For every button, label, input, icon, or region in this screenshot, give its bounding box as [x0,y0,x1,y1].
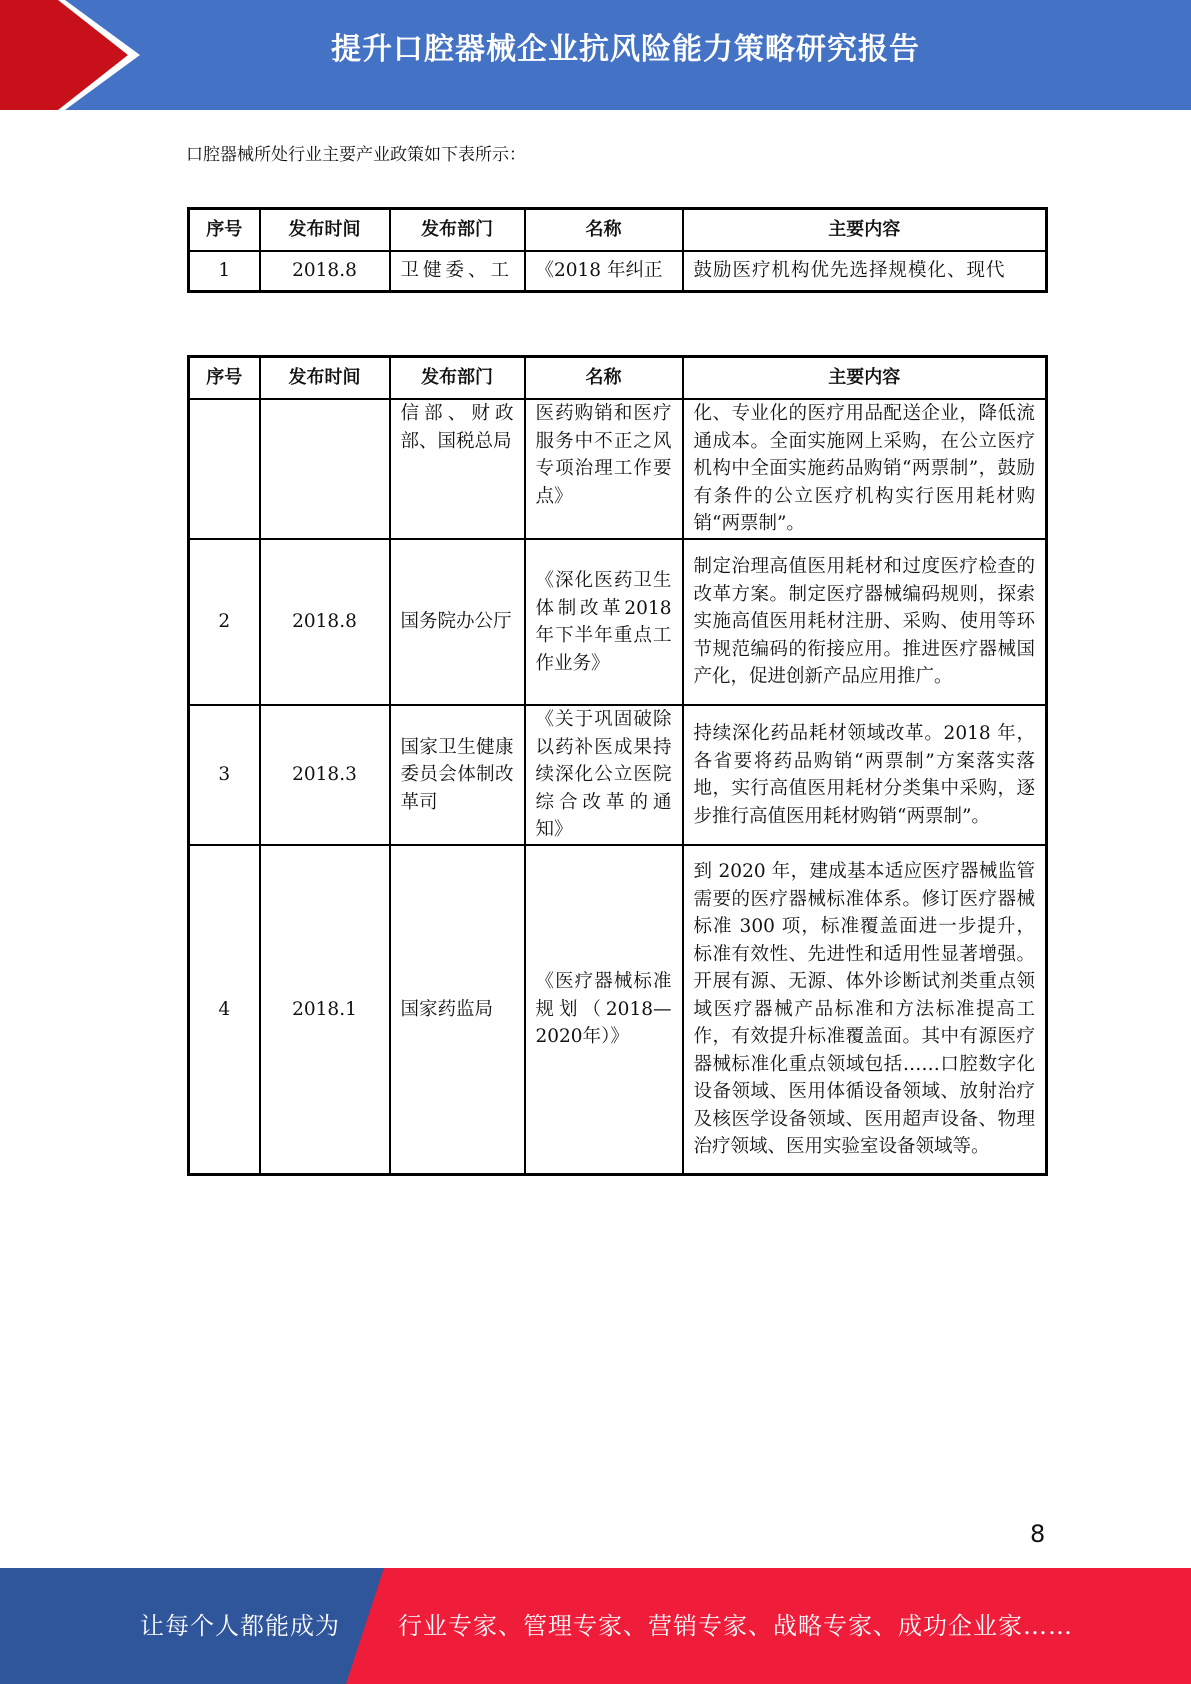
policy-table-part1 [187,207,1048,293]
document-title: 提升口腔器械企业抗风险能力策略研究报告 [331,32,920,67]
cell-name: 医药购销和医疗服务中不正之风专项治理工作要点》 [525,399,683,539]
table-row [189,399,1047,539]
cell-no [189,399,260,539]
cell-name: 《深化医药卫生体制改革2018 年下半年重点工作业务》 [525,539,683,705]
page-header [0,0,1191,110]
cell-no: 2 [189,539,260,705]
intro-text: 口腔器械所处行业主要产业政策如下表所示： [186,145,526,165]
cell-dept: 国务院办公厅 [390,539,525,705]
col-header-date: 发布时间 [260,357,390,400]
cell-name: 《医疗器械标准规划（2018—2020年）》 [525,845,683,1175]
col-header-name: 名称 [525,357,683,400]
table-row [189,539,1047,705]
cell-no: 1 [189,251,260,292]
cell-dept: 卫健委、工 [390,251,525,292]
col-header-dept: 发布部门 [390,209,525,252]
col-header-dept: 发布部门 [390,357,525,400]
cell-content: 鼓励医疗机构优先选择规模化、现代 [683,251,1047,292]
table-header-row [189,357,1047,400]
col-header-no: 序号 [189,357,260,400]
footer-slogan-right: 行业专家、管理专家、营销专家、战略专家、成功企业家…… [398,1612,1073,1640]
cell-no: 4 [189,845,260,1175]
cell-no: 3 [189,705,260,845]
cell-name: 《2018 年纠正 [525,251,683,292]
table-row [189,705,1047,845]
table-row [189,845,1047,1175]
col-header-no: 序号 [189,209,260,252]
cell-dept: 国家药监局 [390,845,525,1175]
page-number: 8 [1030,1520,1046,1548]
col-header-name: 名称 [525,209,683,252]
col-header-date: 发布时间 [260,209,390,252]
cell-content: 制定治理高值医用耗材和过度医疗检查的改革方案。制定医疗器械编码规则，探索实施高值医用耗材注册、采购、使用等环节规范编码的衔接应用。推进医疗器械国产化，促进创新产品应用推广。 [683,539,1047,705]
cell-content: 持续深化药品耗材领域改革。2018 年，各省要将药品购销“两票制”方案落实落地，实行高值医用耗材分类集中采购，逐步推行高值医用耗材购销“两票制”。 [683,705,1047,845]
cell-content: 化、专业化的医疗用品配送企业，降低流通成本。全面实施网上采购，在公立医疗机构中全面实施药品购销“两票制”，鼓励有条件的公立医疗机构实行医用耗材购销“两票制”。 [683,399,1047,539]
cell-dept: 国家卫生健康委员会体制改革司 [390,705,525,845]
cell-date: 2018.1 [260,845,390,1175]
cell-date: 2018.8 [260,251,390,292]
page-footer [0,1568,1191,1684]
table-header-row [189,209,1047,252]
cell-date: 2018.3 [260,705,390,845]
cell-date: 2018.8 [260,539,390,705]
cell-content: 到 2020 年，建成基本适应医疗器械监管需要的医疗器械标准体系。修订医疗器械标准 300 项，标准覆盖面进一步提升，标准有效性、先进性和适用性显著增强。开展有源、无源、体外诊断试剂类重点领域医疗器械产品标准和方法标准提高工作，有效提升标准覆盖面。其中有源医疗器械标准化重点领域包括……口腔数字化设备领域、医用体循设备领域、放射治疗及核医学设备领域、医用超声设备、物理治疗领域、医用实验室设备领域等。 [683,845,1047,1175]
table-row [189,251,1047,292]
col-header-content: 主要内容 [683,357,1047,400]
footer-slogan-left: 让每个人都能成为 [140,1612,340,1640]
policy-table-part2 [187,355,1048,1176]
cell-name: 《关于巩固破除以药补医成果持续深化公立医院综合改革的通知》 [525,705,683,845]
cell-dept: 信部、财政部、国税总局 [390,399,525,539]
cell-date [260,399,390,539]
col-header-content: 主要内容 [683,209,1047,252]
